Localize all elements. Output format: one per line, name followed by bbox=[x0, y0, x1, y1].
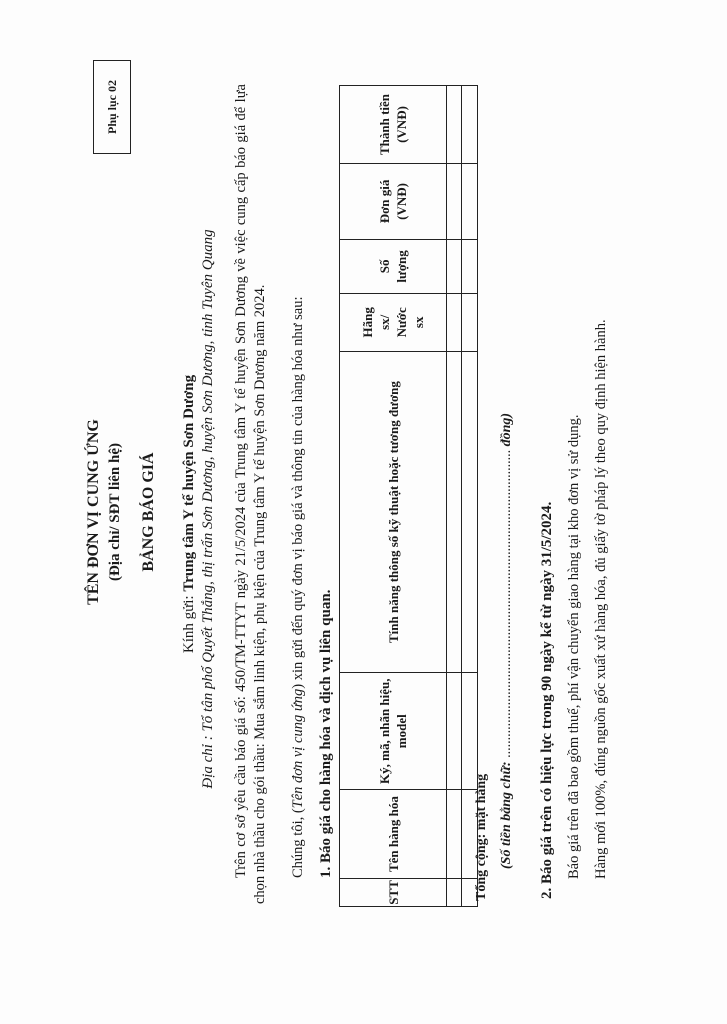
recipient-prefix: Kính gửi: bbox=[181, 591, 197, 654]
section-2-title: 2. Báo giá trên có hiệu lực trong 90 ngày kể từ ngày 31/5/2024. bbox=[539, 501, 555, 899]
intro-paragraph: Trên cơ sở yêu cầu báo giá số: 450/TM-TTYT ngày 21/5/2024 của Trung tâm Y tế huyện Sơn Dương về việc cung cấp báo giá để lựa chọn nhà thầu cho gói thầu: Mua sắm linh kiện, phụ kiện của Trung tâm Y tế huyện Sơn Dương năm 2024. bbox=[233, 84, 268, 904]
col-header-stt: STT bbox=[340, 879, 447, 907]
supplier-contact-heading: (Địa chỉ/ SĐT liên hệ) bbox=[107, 442, 123, 582]
origin-line-2: sx/ bbox=[377, 314, 392, 330]
col-header-product-name: Tên hàng hóa bbox=[340, 790, 447, 879]
col-header-unit-price bbox=[340, 163, 447, 239]
origin-line-1: Hãng bbox=[360, 307, 375, 338]
amount-in-words-label: (Số tiền bằng chữ: bbox=[499, 757, 514, 869]
offer-supplier-placeholder: Tên đơn vị cung ứng bbox=[290, 688, 306, 809]
origin-line-3: Nước bbox=[394, 307, 409, 338]
supplier-name-heading: TÊN ĐƠN VỊ CUNG ỨNG bbox=[85, 419, 102, 605]
recipient-name: Trung tâm Y tế huyện Sơn Dương bbox=[181, 374, 197, 592]
col-header-origin bbox=[340, 293, 447, 351]
offer-text-start: Chúng tôi, ( bbox=[290, 808, 306, 878]
amount-in-words-unit: đồng) bbox=[499, 412, 514, 450]
offer-paragraph bbox=[289, 84, 308, 904]
table-row bbox=[447, 86, 462, 907]
quantity-line-2: lượng bbox=[394, 250, 409, 283]
appendix-label-box: Phụ lục 02 bbox=[93, 60, 131, 154]
origin-line-4: sx bbox=[411, 316, 426, 329]
table-header-row bbox=[340, 86, 447, 907]
section-1-title: 1. Báo giá cho hàng hóa và dịch vụ liên quan. bbox=[318, 589, 334, 878]
amount-in-words-line bbox=[499, 413, 515, 869]
unit-price-line-1: Đơn giá bbox=[377, 179, 392, 224]
price-quote-table bbox=[339, 85, 478, 907]
amount-in-words-dots: ........................................................................................ bbox=[499, 449, 514, 758]
total-items-label: Tổng cộng: mặt hàng bbox=[474, 773, 489, 901]
offer-text-end: ) xin gửi đến quý đơn vị báo giá và thông tin của hàng hóa như sau: bbox=[290, 296, 306, 689]
col-header-quantity bbox=[340, 239, 447, 293]
note-tax-shipping: Báo giá trên đã bao gồm thuế, phí vận chuyển giao hàng tại kho đơn vị sử dụng. bbox=[566, 414, 582, 879]
recipient-line bbox=[181, 224, 198, 804]
quantity-line-1: Số bbox=[377, 259, 392, 274]
col-header-specifications: Tính năng thông số kỹ thuật hoặc tương đương bbox=[340, 351, 447, 672]
col-header-model: Ký, mã, nhãn hiệu, model bbox=[340, 673, 447, 790]
document-title: BẢNG BÁO GIÁ bbox=[140, 452, 157, 572]
col-header-amount bbox=[340, 86, 447, 164]
recipient-address: Địa chỉ : Tổ tân phố Quyết Thắng, thị trấn Sơn Dương, huyện Sơn Dương, tỉnh Tuyên Quang bbox=[200, 229, 216, 789]
unit-price-line-2: (VNĐ) bbox=[394, 183, 409, 220]
note-new-goods: Hàng mới 100%, đúng nguồn gốc xuất xứ hàng hóa, đủ giấy tờ pháp lý theo quy định hiện hành. bbox=[593, 319, 609, 879]
amount-line-1: Thành tiền bbox=[377, 93, 392, 156]
amount-line-2: (VNĐ) bbox=[394, 106, 409, 143]
